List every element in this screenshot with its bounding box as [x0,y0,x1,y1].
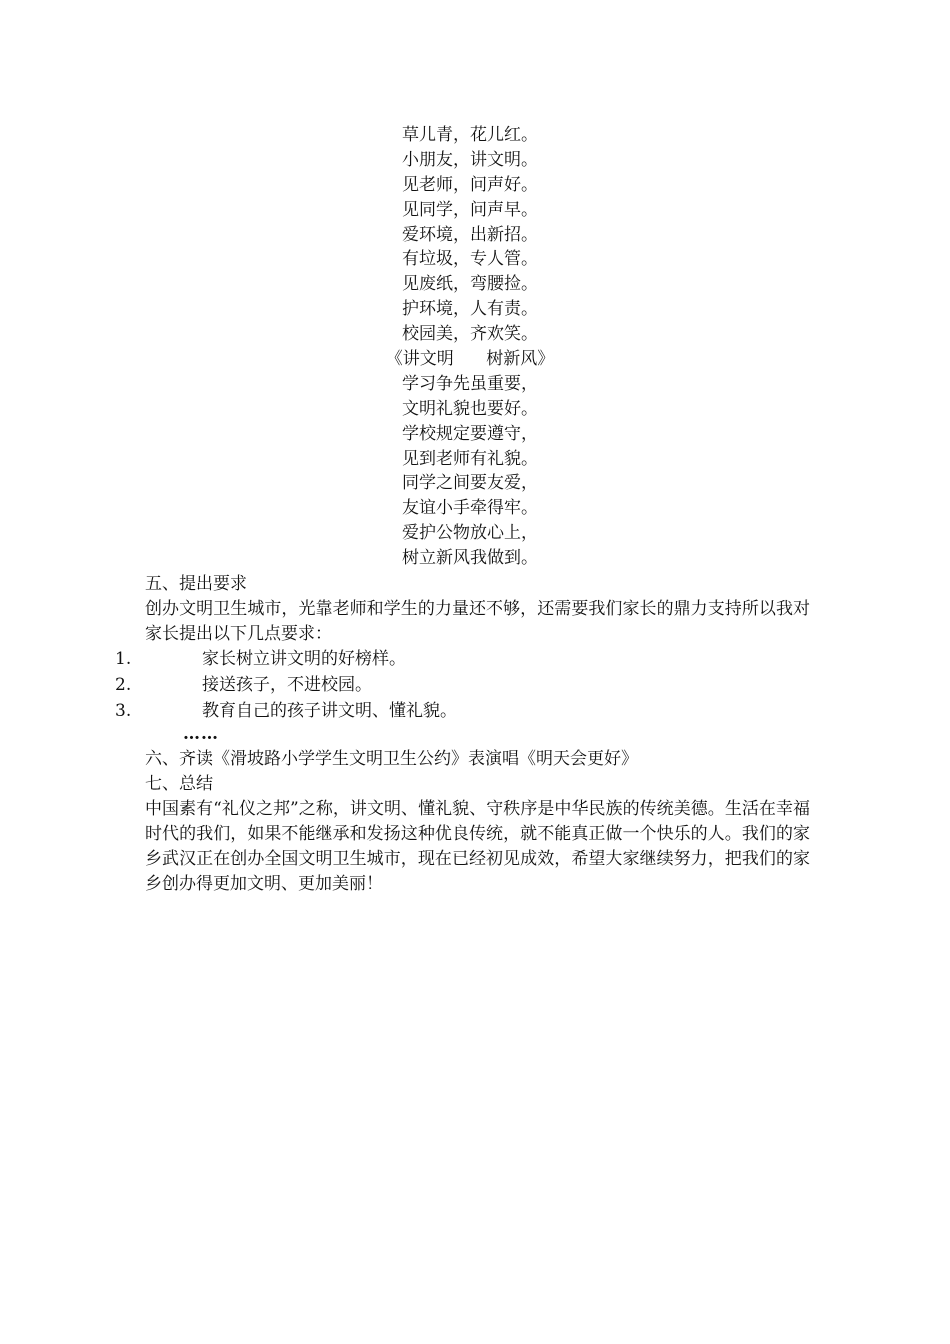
list-item [0,698,800,724]
list-item [0,672,800,698]
poem-line: 小朋友，讲文明。 [402,149,538,170]
poem-title: 《讲文明 树新风》 [385,349,555,370]
list-text: 教育自己的孩子讲文明、懂礼貌。 [202,701,457,721]
section-summary [145,772,810,897]
poem-line: 同学之间要友爱， [402,473,538,494]
section-paragraph: 中国素有“礼仪之邦”之称，讲文明、懂礼貌、守秩序是中华民族的传统美德。生活在幸福时代的我们，如果不能继承和发扬这种优良传统，就不能真正做一个快乐的人。我们的家乡武汉正在创办全国文明卫生城市，现在已经初见成效，希望大家继续努力，把我们的家乡创办得更加文明、更加美丽！ [145,798,810,894]
poem-line: 文明礼貌也要好。 [402,398,538,419]
list-number: 3. [115,701,132,721]
poem-line: 爱环境，出新招。 [402,224,538,245]
list-text: 接送孩子，不进校园。 [202,675,372,695]
section-recital [145,747,810,772]
section-paragraph: 创办文明卫生城市，光靠老师和学生的力量还不够，还需要我们家长的鼎力支持所以我对家长提出以下几点要求： [145,598,810,644]
section-requirements [145,572,810,647]
poem-line: 护环境，人有责。 [402,299,538,320]
list-number: 2. [115,675,132,695]
poem-line: 见到老师有礼貌。 [402,448,538,469]
poem-line: 见废纸，弯腰捡。 [402,274,538,295]
list-text: 家长树立讲文明的好榜样。 [202,649,406,669]
poem-line: 见老师，问声好。 [402,174,538,195]
poem-line: 有垃圾，专人管。 [402,249,538,270]
poem-line: 校园美，齐欢笑。 [402,324,538,345]
section-heading: 六、齐读《滑坡路小学学生文明卫生公约》表演唱《明天会更好》 [145,749,638,769]
poem-line: 见同学，问声早。 [402,199,538,220]
list-number: 1. [115,649,132,669]
section-heading: 七、总结 [145,774,213,794]
poem-line: 树立新风我做到。 [402,548,538,569]
poem-line: 友谊小手牵得牢。 [402,498,538,519]
poem-line: 学校规定要遵守， [402,423,538,444]
list-item [0,646,800,672]
section-heading: 五、提出要求 [145,574,247,594]
poem-line: 爱护公物放心上， [402,523,538,544]
poem-block [0,123,940,571]
poem-line: 学习争先虽重要， [402,373,538,394]
poem-line: 草儿青，花儿红。 [402,125,538,145]
ellipsis: …… [183,724,219,744]
requirements-list [0,646,800,724]
